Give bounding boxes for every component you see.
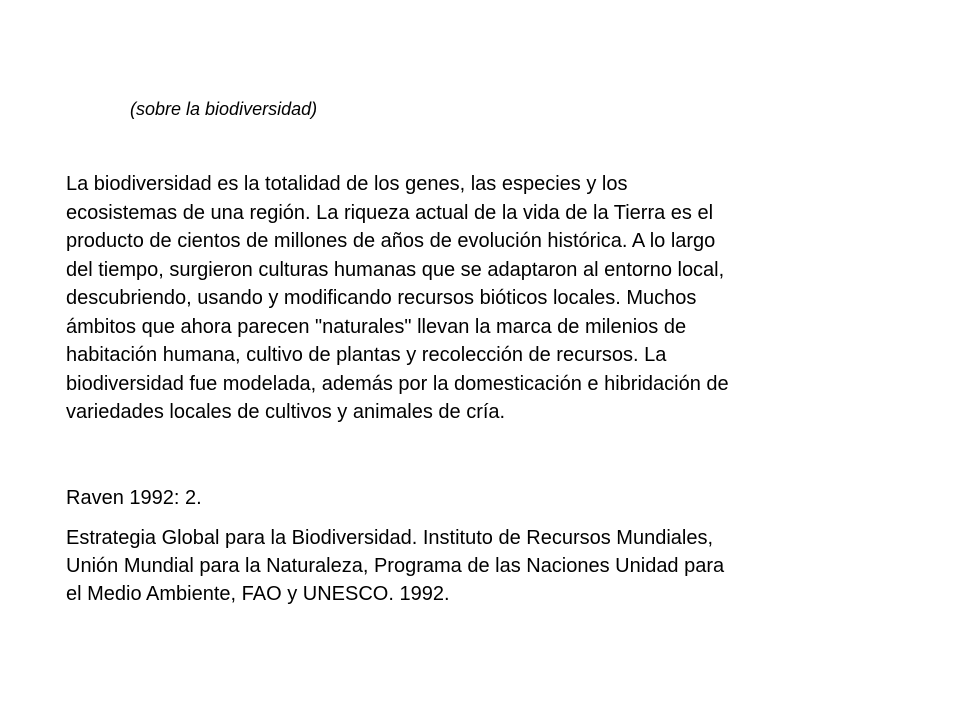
source-reference <box>66 524 896 608</box>
source-line: el Medio Ambiente, FAO y UNESCO. 1992. <box>66 583 450 605</box>
quote-line: variedades locales de cultivos y animales de cría. <box>66 401 506 423</box>
quote-line: biodiversidad fue modelada, además por la domesticación e hibridación de <box>66 372 729 395</box>
quote-line: La biodiversidad es la totalidad de los genes, las especies y los <box>66 173 628 195</box>
quote-line: producto de cientos de millones de años de evolución histórica. A lo largo <box>66 230 716 252</box>
quote-line: ecosistemas de una región. La riqueza actual de la vida de la Tierra es el <box>66 201 714 224</box>
citation: Raven 1992: 2. <box>66 487 202 509</box>
quote-line: habitación humana, cultivo de plantas y recolección de recursos. La <box>66 344 667 366</box>
quote-line: descubriendo, usando y modificando recursos bióticos locales. Muchos <box>66 287 697 309</box>
slide-subtitle: (sobre la biodiversidad) <box>130 99 318 119</box>
quote-line: ámbitos que ahora parecen "naturales" llevan la marca de milenios de <box>66 315 687 338</box>
source-line: Estrategia Global para la Biodiversidad. Instituto de Recursos Mundiales, <box>66 527 714 549</box>
source-line: Unión Mundial para la Naturaleza, Programa de las Naciones Unidad para <box>66 555 725 577</box>
quote-line: del tiempo, surgieron culturas humanas que se adaptaron al entorno local, <box>66 258 725 281</box>
quote-paragraph <box>66 170 896 427</box>
